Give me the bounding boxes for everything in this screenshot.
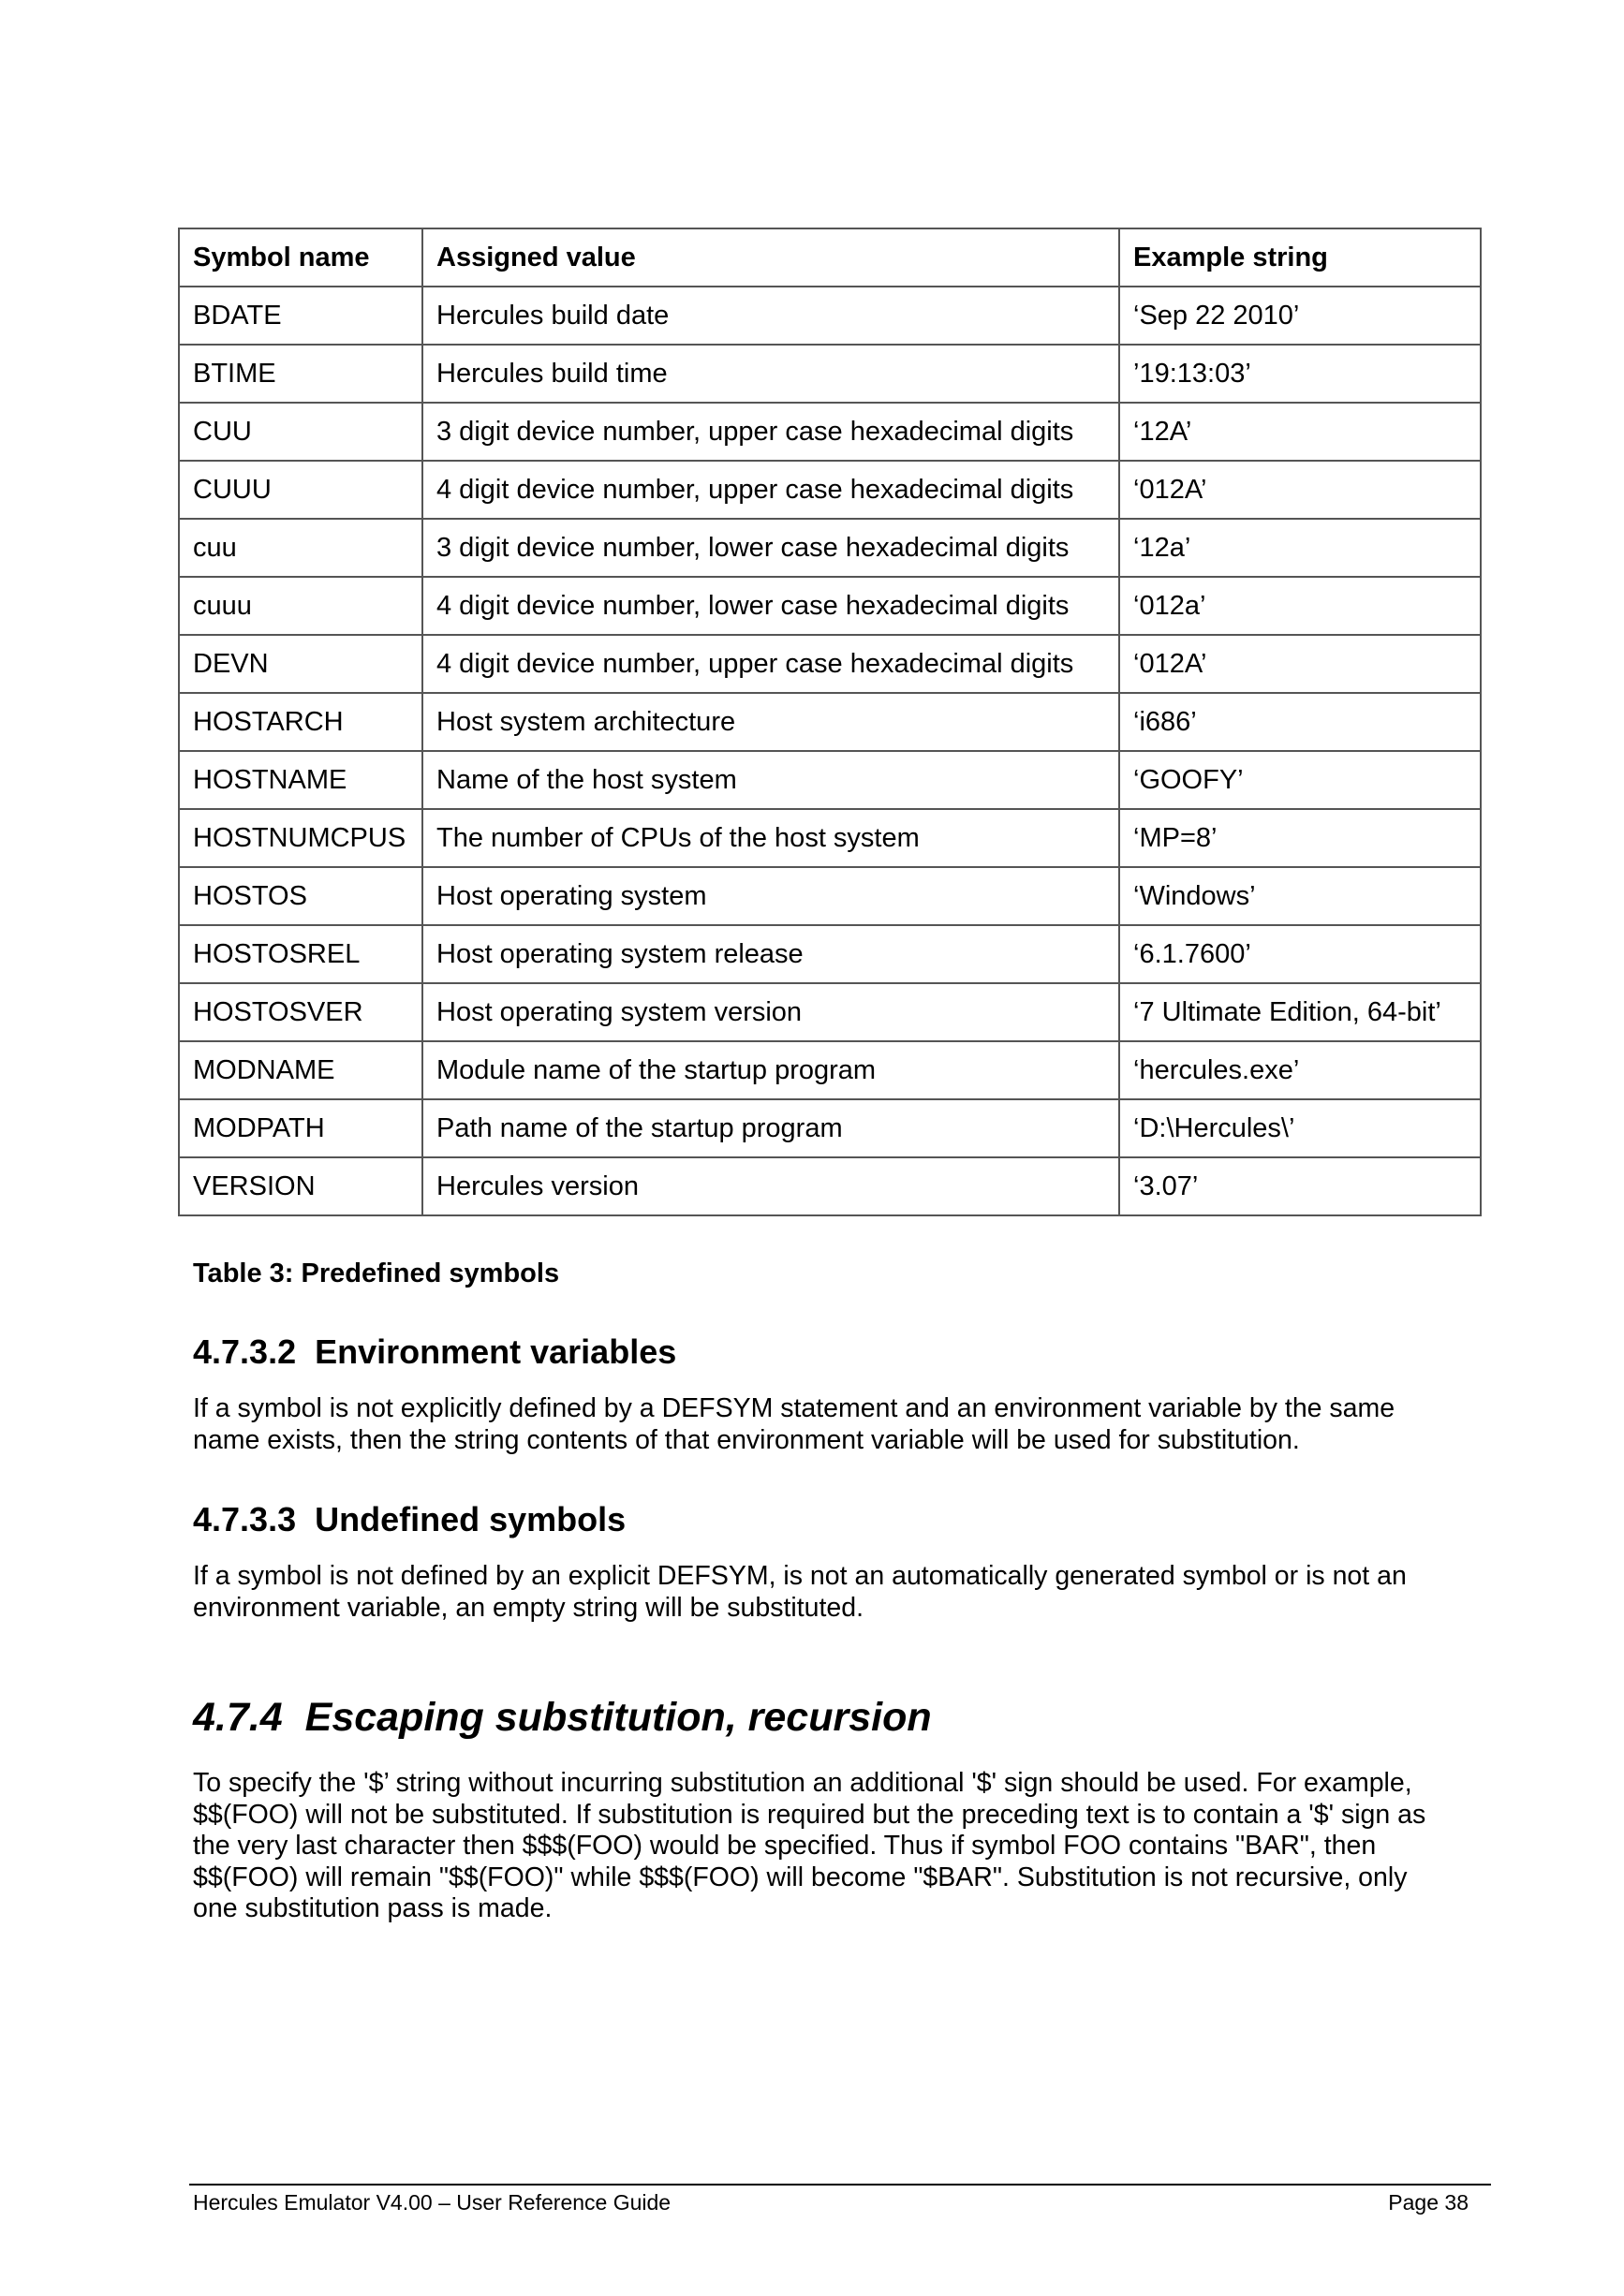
table-row bbox=[179, 519, 1481, 577]
header-example-string: Example string bbox=[1119, 228, 1481, 287]
section-title: Escaping substitution, recursion bbox=[304, 1695, 932, 1740]
symbol-name-cell: BDATE bbox=[179, 287, 422, 345]
example-string-cell: ‘3.07’ bbox=[1119, 1157, 1481, 1215]
example-string-cell: ‘12a’ bbox=[1119, 519, 1481, 577]
assigned-value-cell: 3 digit device number, lower case hexadecimal digits bbox=[422, 519, 1119, 577]
assigned-value-cell: Name of the host system bbox=[422, 751, 1119, 809]
example-string-cell: ’19:13:03’ bbox=[1119, 345, 1481, 403]
example-string-cell: ‘6.1.7600’ bbox=[1119, 925, 1481, 983]
symbol-name-cell: MODNAME bbox=[179, 1041, 422, 1099]
paragraph-line: $$(FOO) will remain "$$(FOO)" while $$$(FOO) will become "$BAR". Substitution is not recursive, only bbox=[193, 1862, 1408, 1892]
example-string-cell: ‘012a’ bbox=[1119, 577, 1481, 635]
symbol-name-cell: CUU bbox=[179, 403, 422, 461]
paragraph-line: If a symbol is not explicitly defined by a DEFSYM statement and an environment variable by the same bbox=[193, 1393, 1395, 1423]
table-row bbox=[179, 1041, 1481, 1099]
section-number: 4.7.3.3 bbox=[193, 1500, 297, 1538]
assigned-value-cell: 4 digit device number, upper case hexadecimal digits bbox=[422, 635, 1119, 693]
table-row bbox=[179, 1099, 1481, 1157]
paragraph-line: name exists, then the string contents of that environment variable will be used for substitution. bbox=[193, 1424, 1300, 1455]
paragraph-line: one substitution pass is made. bbox=[193, 1893, 553, 1923]
section-title: Environment variables bbox=[315, 1332, 677, 1371]
heading-undefined-symbols bbox=[193, 1500, 626, 1539]
assigned-value-cell: Host operating system version bbox=[422, 983, 1119, 1041]
table-row bbox=[179, 867, 1481, 925]
symbol-name-cell: MODPATH bbox=[179, 1099, 422, 1157]
example-string-cell: ‘hercules.exe’ bbox=[1119, 1041, 1481, 1099]
symbol-name-cell: BTIME bbox=[179, 345, 422, 403]
assigned-value-cell: Hercules build time bbox=[422, 345, 1119, 403]
table-caption: Table 3: Predefined symbols bbox=[193, 1258, 560, 1288]
table-row bbox=[179, 751, 1481, 809]
symbol-name-cell: CUUU bbox=[179, 461, 422, 519]
symbol-name-cell: HOSTNAME bbox=[179, 751, 422, 809]
predefined-symbols-table bbox=[178, 228, 1482, 1216]
paragraph-line: the very last character then $$$(FOO) would be specified. Thus if symbol FOO contains "BAR", then bbox=[193, 1831, 1377, 1861]
assigned-value-cell: The number of CPUs of the host system bbox=[422, 809, 1119, 867]
table-row bbox=[179, 693, 1481, 751]
paragraph-escaping-substitution bbox=[193, 1768, 1485, 1925]
paragraph-undefined-symbols bbox=[193, 1561, 1485, 1624]
symbol-name-cell: HOSTOSREL bbox=[179, 925, 422, 983]
footer-document-title: Hercules Emulator V4.00 – User Reference Guide bbox=[193, 2190, 672, 2215]
example-string-cell: ‘MP=8’ bbox=[1119, 809, 1481, 867]
footer-divider bbox=[189, 2184, 1491, 2186]
assigned-value-cell: 4 digit device number, upper case hexadecimal digits bbox=[422, 461, 1119, 519]
table-row bbox=[179, 983, 1481, 1041]
assigned-value-cell: 3 digit device number, upper case hexadecimal digits bbox=[422, 403, 1119, 461]
table-row bbox=[179, 461, 1481, 519]
heading-environment-variables bbox=[193, 1332, 676, 1372]
table-row bbox=[179, 345, 1481, 403]
footer-page-number: Page 38 bbox=[1388, 2190, 1469, 2215]
symbol-name-cell: cuuu bbox=[179, 577, 422, 635]
section-title: Undefined symbols bbox=[315, 1500, 627, 1538]
paragraph-line: environment variable, an empty string will be substituted. bbox=[193, 1592, 864, 1623]
example-string-cell: ‘12A’ bbox=[1119, 403, 1481, 461]
symbol-name-cell: VERSION bbox=[179, 1157, 422, 1215]
symbol-name-cell: cuu bbox=[179, 519, 422, 577]
symbol-name-cell: HOSTOS bbox=[179, 867, 422, 925]
table-row bbox=[179, 577, 1481, 635]
section-number: 4.7.3.2 bbox=[193, 1332, 297, 1371]
assigned-value-cell: 4 digit device number, lower case hexadecimal digits bbox=[422, 577, 1119, 635]
table-header-row bbox=[179, 228, 1481, 287]
table-row bbox=[179, 403, 1481, 461]
assigned-value-cell: Module name of the startup program bbox=[422, 1041, 1119, 1099]
example-string-cell: ‘i686’ bbox=[1119, 693, 1481, 751]
paragraph-line: $$(FOO) will not be substituted. If substitution is required but the preceding text is to contain a '$' sign as bbox=[193, 1799, 1426, 1830]
table-row bbox=[179, 1157, 1481, 1215]
assigned-value-cell: Host operating system bbox=[422, 867, 1119, 925]
paragraph-environment-variables bbox=[193, 1393, 1485, 1456]
table-row bbox=[179, 287, 1481, 345]
assigned-value-cell: Host operating system release bbox=[422, 925, 1119, 983]
assigned-value-cell: Hercules version bbox=[422, 1157, 1119, 1215]
example-string-cell: ‘Sep 22 2010’ bbox=[1119, 287, 1481, 345]
example-string-cell: ‘7 Ultimate Edition, 64-bit’ bbox=[1119, 983, 1481, 1041]
symbol-name-cell: HOSTOSVER bbox=[179, 983, 422, 1041]
table-row bbox=[179, 635, 1481, 693]
table-row bbox=[179, 925, 1481, 983]
header-symbol-name: Symbol name bbox=[179, 228, 422, 287]
assigned-value-cell: Host system architecture bbox=[422, 693, 1119, 751]
section-number: 4.7.4 bbox=[193, 1695, 283, 1740]
paragraph-line: If a symbol is not defined by an explicit DEFSYM, is not an automatically generated symbol or is not an bbox=[193, 1561, 1407, 1591]
assigned-value-cell: Hercules build date bbox=[422, 287, 1119, 345]
example-string-cell: ‘012A’ bbox=[1119, 461, 1481, 519]
example-string-cell: ‘Windows’ bbox=[1119, 867, 1481, 925]
symbol-name-cell: HOSTNUMCPUS bbox=[179, 809, 422, 867]
symbol-name-cell: HOSTARCH bbox=[179, 693, 422, 751]
table-row bbox=[179, 809, 1481, 867]
example-string-cell: ‘D:\Hercules\’ bbox=[1119, 1099, 1481, 1157]
header-assigned-value: Assigned value bbox=[422, 228, 1119, 287]
heading-escaping-substitution bbox=[193, 1695, 932, 1741]
example-string-cell: ‘GOOFY’ bbox=[1119, 751, 1481, 809]
paragraph-line: To specify the '$’ string without incurring substitution an additional '$' sign should be used. For example, bbox=[193, 1768, 1412, 1798]
example-string-cell: ‘012A’ bbox=[1119, 635, 1481, 693]
symbol-name-cell: DEVN bbox=[179, 635, 422, 693]
assigned-value-cell: Path name of the startup program bbox=[422, 1099, 1119, 1157]
